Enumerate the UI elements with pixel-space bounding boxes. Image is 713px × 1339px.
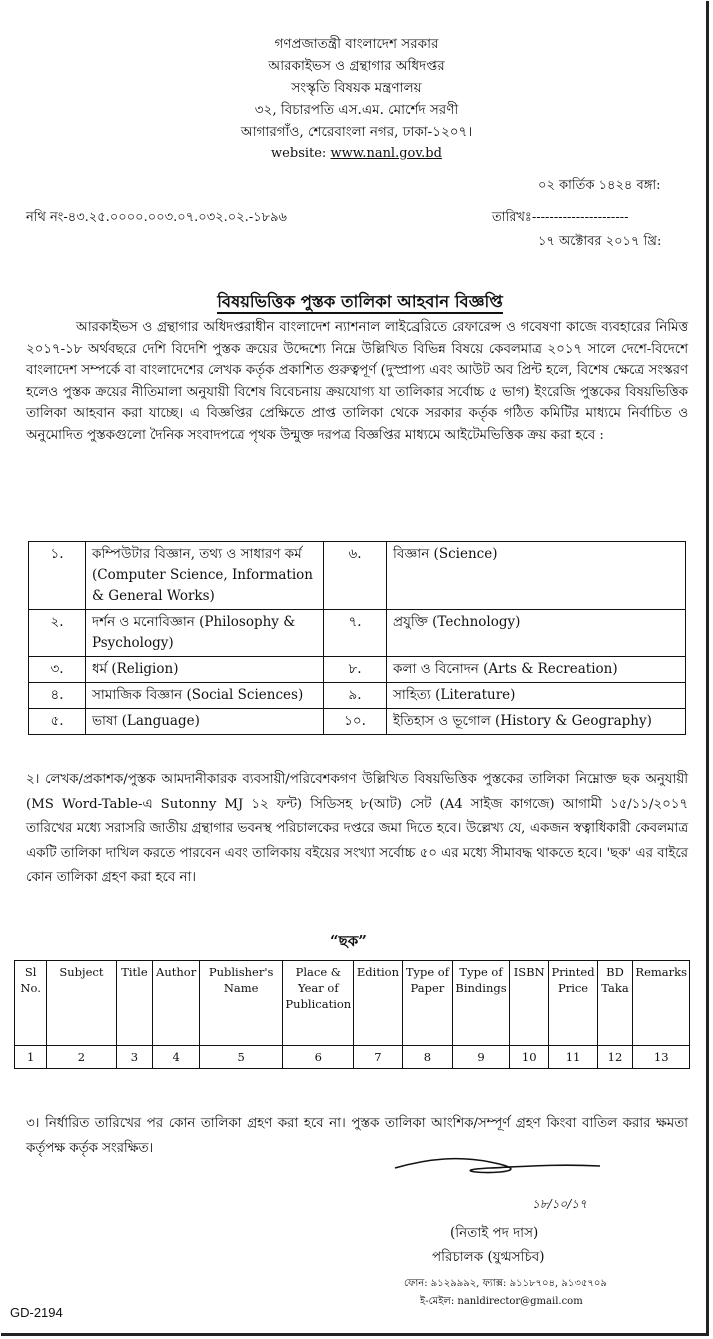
subject-row (29, 683, 686, 709)
subject-no: ২. (29, 610, 86, 657)
subject-name: ইতিহাস ও ভূগোল (History & Geography) (387, 709, 686, 735)
chhok-header: Printed Price (549, 961, 597, 1046)
header-city: আগারগাঁও, শেরেবাংলা নগর, ঢাকা-১২০৭। (240, 124, 473, 140)
notice-title (150, 289, 570, 316)
chhok-number: 11 (549, 1046, 597, 1069)
subject-no: ১. (29, 542, 86, 610)
subject-name: প্রযুক্তি (Technology) (387, 610, 686, 657)
signatory-designation: পরিচালক (যুগ্মসচিব) (432, 1249, 545, 1265)
notice-title-text: বিষয়ভিত্তিক পুস্তক তালিকা আহবান বিজ্ঞপ্তি (217, 292, 503, 314)
chhok-number: 7 (354, 1046, 402, 1069)
chhok-number: 2 (47, 1046, 116, 1069)
subject-name: দর্শন ও মনোবিজ্ঞান (Philosophy & Psychology) (86, 610, 324, 657)
subject-no: ৯. (324, 683, 387, 709)
chhok-number-row (15, 1046, 690, 1069)
subject-no: ১০. (324, 709, 387, 735)
chhok-header: ISBN (509, 961, 549, 1046)
chhok-header: Author (153, 961, 199, 1046)
chhok-number: 6 (283, 1046, 354, 1069)
chhok-header: BD Taka (597, 961, 633, 1046)
chhok-number: 9 (453, 1046, 510, 1069)
paragraph-3: ৩। নির্ধারিত তারিখের পর কোন তালিকা গ্রহণ করা হবে না। পুস্তক তালিকা আংশিক/সম্পূর্ণ গ্রহণ কিংবা বাতিল করার ক্ষমতা কর্তৃপক্ষ কর্তৃক সংরক্ষিত। (26, 1116, 688, 1156)
subject-no: ৬. (324, 542, 387, 610)
subject-name: ভাষা (Language) (86, 709, 324, 735)
paragraph-1: আরকাইভস ও গ্রন্থাগার অধিদপ্তরাধীন বাংলাদেশ ন্যাশনাল লাইব্রেরিতে রেফারেন্স ও গবেষণা কাজে ব্যবহারের নিমিত্ত ২০১৭-১৮ অর্থবছরে দেশি বিদেশি পুস্তক ক্রয়ের উদ্দেশ্যে নিম্নে উল্লিখিত বিভিন্ন বিষয়ে কেবলমাত্র ২০১৭ সালে দেশে-বিদেশে বাংলাদেশ সম্পর্কে বা বাংলাদেশের লেখক কর্তৃক প্রকাশিত গুরুত্বপূর্ণ (দুস্প্রাপ্য এবং আউট অব প্রিন্ট হলে, বিশেষ ক্ষেত্রে সংস্করণ হলেও পুস্তক ক্রয়ের নীতিমালা অনুযায়ী বিশেষ বিবেচনায় ক্রয়যোগ্য যা তালিকার সর্বোচ্চ ৫ ভাগ) ইংরেজি পুস্তকের বিষয়ভিত্তিক তালিকা আহবান করা যাচ্ছে। এ বিজ্ঞপ্তির প্রেক্ষিতে প্রাপ্ত তালিকা থেকে সরকার কর্তৃক গঠিত কমিটির মাধ্যমে নির্বাচিত ও অনুমোদিত পুস্তকগুলো দৈনিক সংবাদপত্রে পৃথক উন্মুক্ত দরপত্র বিজ্ঞপ্তির মাধ্যমে আইটেমভিত্তিক ক্রয় করা হবে : (26, 320, 688, 443)
chhok-header: Title (116, 961, 153, 1046)
header-address: ৩২, বিচারপতি এস.এম. মোর্শেদ সরণী (254, 102, 459, 118)
date-label: তারিখঃ---------------------- (492, 210, 629, 225)
contact-phone: ফোন: ৯১২৯৯৯২, ফ্যাক্স: ৯১১৮৭০৪, ৯১৩৫৭০৯ (404, 1278, 607, 1289)
subject-name: সাহিত্য (Literature) (387, 683, 686, 709)
chhok-header: Remarks (633, 961, 690, 1046)
signatory-name: (নিতাই পদ দাস) (450, 1225, 539, 1241)
subject-no: ৩. (29, 657, 86, 683)
footer-code: GD-2194 (10, 1305, 63, 1320)
header-dept: আরকাইভস ও গ্রন্থাগার অধিদপ্তর (268, 58, 445, 74)
chhok-header: Type of Bindings (453, 961, 510, 1046)
website-label: website: (271, 146, 327, 161)
subject-name: বিজ্ঞান (Science) (387, 542, 686, 610)
header-website (0, 144, 713, 164)
chhok-table (14, 960, 690, 1069)
chhok-number: 4 (153, 1046, 199, 1069)
subject-row (29, 657, 686, 683)
chhok-title: “ছক” (330, 932, 367, 950)
subject-row (29, 542, 686, 610)
chhok-header: Publisher's Name (199, 961, 283, 1046)
chhok-number: 1 (15, 1046, 47, 1069)
chhok-number: 8 (402, 1046, 452, 1069)
subject-table (28, 541, 686, 735)
subject-name: ধর্ম (Religion) (86, 657, 324, 683)
chhok-header-row (15, 961, 690, 1046)
chhok-number: 10 (509, 1046, 549, 1069)
chhok-header: Sl No. (15, 961, 47, 1046)
website-link[interactable]: www.nanl.gov.bd (330, 146, 442, 161)
subject-name: সামাজিক বিজ্ঞান (Social Sciences) (86, 683, 324, 709)
chhok-number: 13 (633, 1046, 690, 1069)
subject-name: কম্পিউটার বিজ্ঞান, তথ্য ও সাধারণ কর্ম (Computer Science, Information & General Works) (86, 542, 324, 610)
chhok-header: Edition (354, 961, 402, 1046)
chhok-header: Subject (47, 961, 116, 1046)
chhok-number: 5 (199, 1046, 283, 1069)
chhok-header: Type of Paper (402, 961, 452, 1046)
subject-row (29, 610, 686, 657)
subject-row (29, 709, 686, 735)
chhok-number: 12 (597, 1046, 633, 1069)
english-date: ১৭ অক্টোবর ২০১৭ খ্রি: (538, 234, 662, 249)
header-govt: গণপ্রজাতন্ত্রী বাংলাদেশ সরকার (274, 36, 439, 52)
subject-no: ৮. (324, 657, 387, 683)
chhok-header: Place & Year of Publication (283, 961, 354, 1046)
subject-no: ৭. (324, 610, 387, 657)
paragraph-2: ২। লেখক/প্রকাশক/পুস্তক আমদানীকারক ব্যবসায়ী/পরিবেশকগণ উল্লিখিত বিষয়ভিত্তিক পুস্তকের তালিকা নিম্নোক্ত ছক অনুযায়ী (MS Word-Table-এ Sutonny MJ ১২ ফন্ট) সিডিসহ ৮(আট) সেট (A4 সাইজ কাগজে) আগামী ১৫/১১/২০১৭ তারিখের মধ্যে সরাসরি জাতীয় গ্রন্থাগার ভবনস্থ পরিচালকের দপ্তরে জমা দিতে হবে। উল্লেখ্য যে, একজন স্বত্বাধিকারী কেবলমাত্র একটি তালিকা দাখিল করতে পারবেন এবং তালিকায় বইয়ের সংখ্যা সর্বোচ্চ ৫০ এর মধ্যে সীমাবদ্ধ থাকতে হবে। 'ছক' এর বাইরে কোন তালিকা গ্রহণ করা হবে না। (26, 772, 688, 885)
subject-name: কলা ও বিনোদন (Arts & Recreation) (387, 657, 686, 683)
header-ministry: সংস্কৃতি বিষয়ক মন্ত্রণালয় (291, 80, 422, 96)
chhok-number: 3 (116, 1046, 153, 1069)
contact-email: ই-মেইল: nanldirector@gmail.com (420, 1296, 583, 1307)
signature-date: ১৮/১০/১৭ (532, 1197, 587, 1211)
bangla-date: ০২ কার্তিক ১৪২৪ বঙ্গা: (538, 178, 661, 193)
memo-number: নথি নং-৪৩.২৫.০০০০.০০৩.০৭.০৩২.০২.-১৮৯৬ (26, 210, 287, 225)
subject-no: ৫. (29, 709, 86, 735)
subject-no: ৪. (29, 683, 86, 709)
